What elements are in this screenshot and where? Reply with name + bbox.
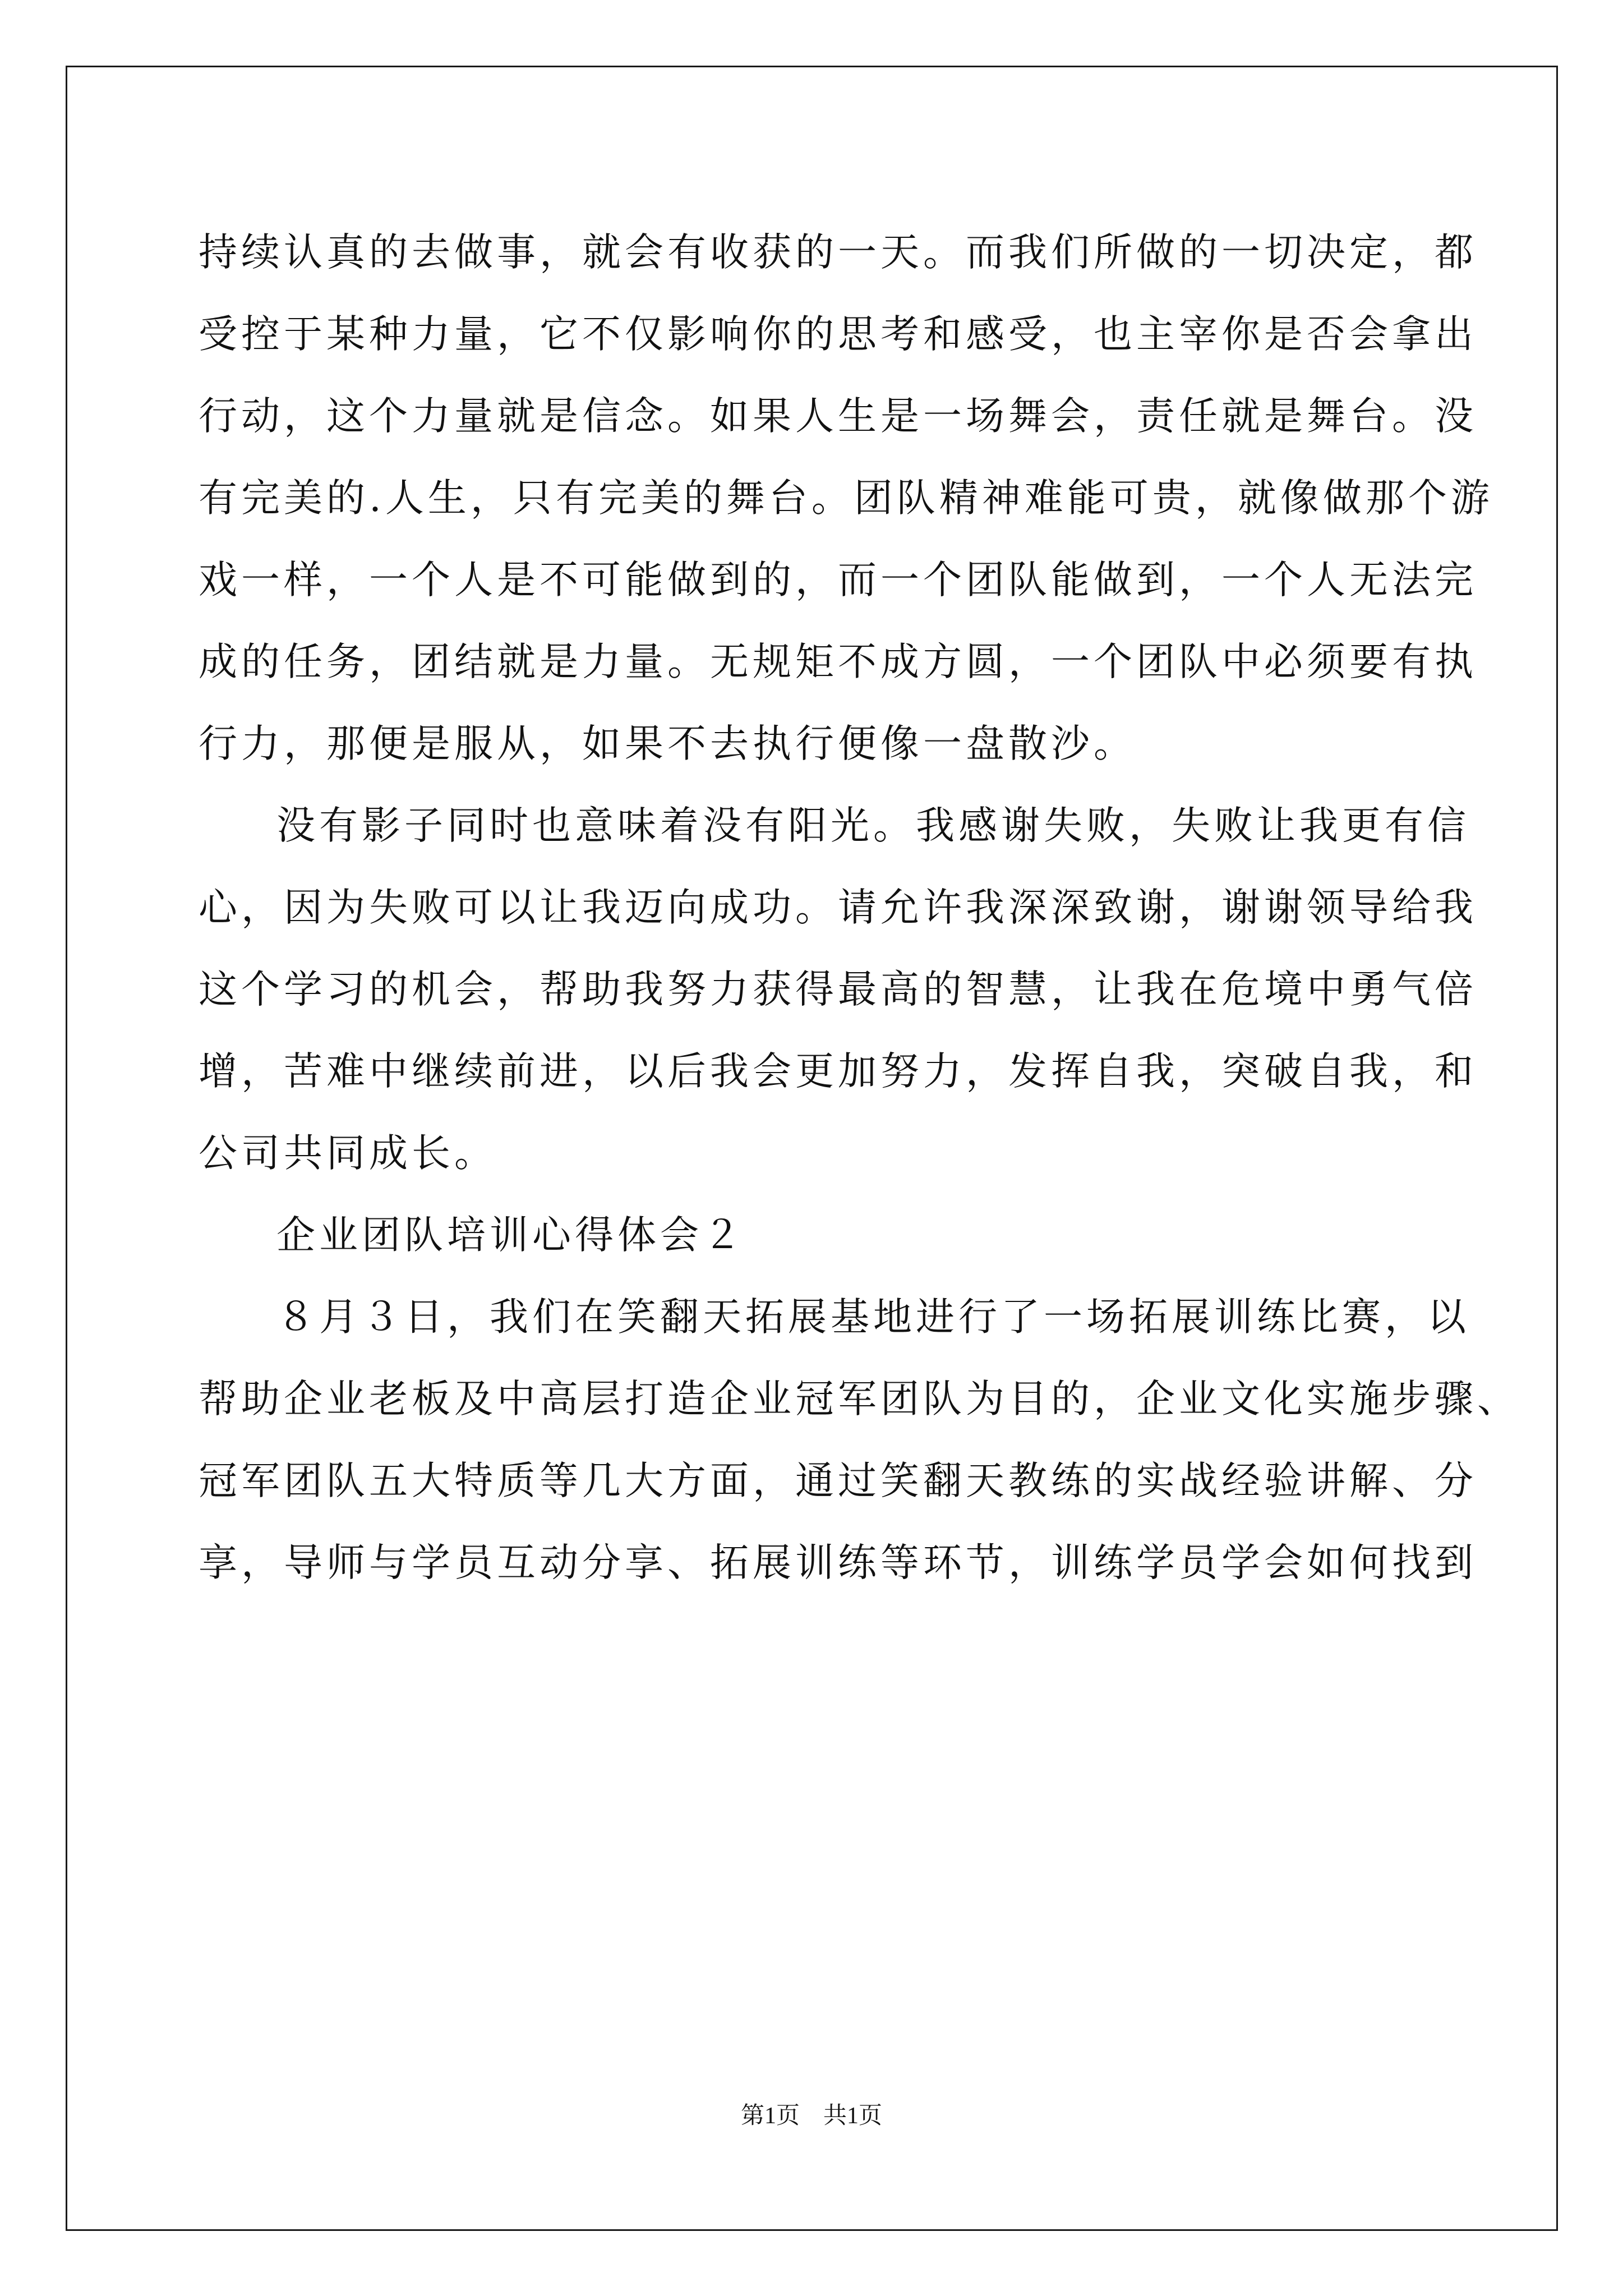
text-line: 行动，这个力量就是信念。如果人生是一场舞会，责任就是舞台。没 [199,394,1477,439]
text-line: 心，因为失败可以让我迈向成功。请允许我深深致谢，谢谢领导给我 [199,885,1477,930]
text-line: 受控于某种力量，它不仅影响你的思考和感受，也主宰你是否会拿出 [199,312,1477,357]
page-number-footer: 第1页 共1页 [740,2103,882,2129]
text-line: 有完美的.人生，只有完美的舞台。团队精神难能可贵，就像做那个游 [199,476,1493,521]
text-line: 没有影子同时也意味着没有阳光。我感谢失败，失败让我更有信 [276,803,1470,848]
text-line: 享，导师与学员互动分享、拓展训练等环节，训练学员学会如何找到 [199,1540,1477,1585]
text-line: 帮助企业老板及中高层打造企业冠军团队为目的，企业文化实施步骤、 [199,1377,1520,1421]
text-line: 持续认真的去做事，就会有收获的一天。而我们所做的一切决定，都 [199,230,1477,275]
text-line: 公司共同成长。 [199,1131,497,1176]
text-line: ８月３日，我们在笑翻天拓展基地进行了一场拓展训练比赛，以 [276,1295,1470,1340]
text-line: 戏一样，一个人是不可能做到的，而一个团队能做到，一个人无法完 [199,558,1477,602]
text-line: 增，苦难中继续前进，以后我会更加努力，发挥自我，突破自我，和 [199,1049,1477,1094]
text-line: 这个学习的机会，帮助我努力获得最高的智慧，让我在危境中勇气倍 [199,967,1477,1012]
text-line: 成的任务，团结就是力量。无规矩不成方圆，一个团队中必须要有执 [199,639,1477,684]
section-heading: 企业团队培训心得体会２ [276,1213,745,1258]
text-line: 行力，那便是服从，如果不去执行便像一盘散沙。 [199,721,1136,766]
text-line: 冠军团队五大特质等几大方面，通过笑翻天教练的实战经验讲解、分 [199,1458,1477,1503]
